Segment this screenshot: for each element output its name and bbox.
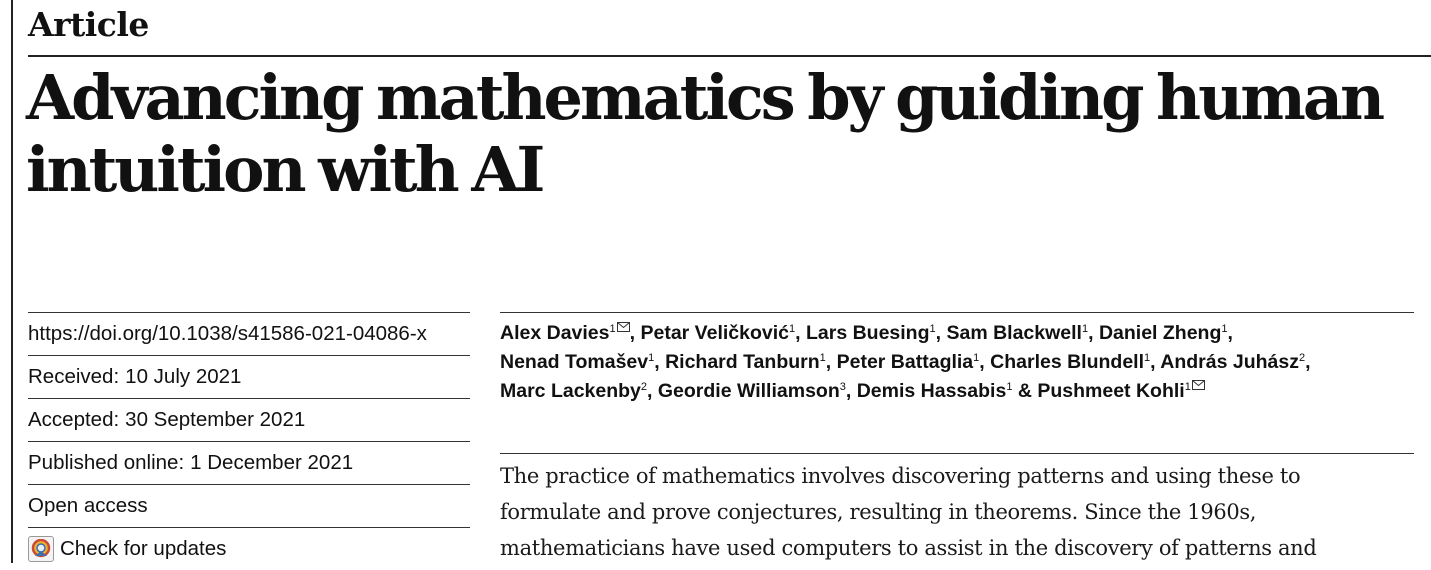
author-separator: & xyxy=(1012,380,1038,402)
affiliation-marker: 1 xyxy=(609,323,616,335)
accepted-row xyxy=(28,399,470,442)
author-separator: , xyxy=(795,322,806,344)
author-separator: , xyxy=(935,322,947,344)
received-date: 10 July 2021 xyxy=(125,365,242,388)
author-name[interactable] xyxy=(1160,351,1305,373)
doi-row xyxy=(28,313,470,356)
author-name-text: Richard Tanburn xyxy=(665,351,820,373)
author-name-text: Sam Blackwell xyxy=(946,322,1082,344)
affiliation-marker: 2 xyxy=(640,381,648,393)
author-name[interactable] xyxy=(857,380,1013,402)
author-name[interactable] xyxy=(665,351,826,373)
check-updates-row[interactable] xyxy=(28,528,470,570)
author-name-text: Charles Blundell xyxy=(990,351,1145,373)
author-name[interactable] xyxy=(1099,322,1228,344)
author-name[interactable] xyxy=(658,380,846,402)
left-margin-rule xyxy=(11,0,13,563)
published-date: 1 December 2021 xyxy=(190,451,354,474)
author-name-text: Daniel Zheng xyxy=(1098,322,1222,344)
author-separator: , xyxy=(825,351,837,373)
author-name[interactable] xyxy=(946,322,1088,344)
affiliation-marker: 2 xyxy=(1298,352,1306,364)
article-title-line-1: Advancing mathematics by guiding human xyxy=(26,61,1383,134)
received-row xyxy=(28,356,470,399)
author-name[interactable] xyxy=(1037,380,1204,402)
article-metadata xyxy=(28,312,470,570)
abstract-line-3: mathematicians have used computers to assist in the discovery of patterns and xyxy=(500,536,1317,560)
affiliation-marker: 1 xyxy=(1184,381,1191,393)
author-name[interactable] xyxy=(500,351,654,373)
author-name-text: Lars Buesing xyxy=(805,322,930,344)
author-list xyxy=(500,312,1414,406)
author-name-text: Geordie Williamson xyxy=(657,380,840,402)
author-name-text: Demis Hassabis xyxy=(856,380,1007,402)
affiliation-marker: 1 xyxy=(1221,323,1228,335)
author-separator: , xyxy=(1150,351,1161,373)
author-name[interactable] xyxy=(837,351,980,373)
affiliation-marker: 1 xyxy=(973,352,980,364)
author-name-text: András Juhász xyxy=(1160,351,1299,373)
open-access-label: Open access xyxy=(28,494,148,517)
author-name-text: Petar Veličković xyxy=(640,322,789,344)
abstract xyxy=(500,458,1400,566)
email-icon[interactable] xyxy=(1192,380,1205,390)
author-name-text: Pushmeet Kohli xyxy=(1037,380,1185,402)
author-name[interactable] xyxy=(990,351,1150,373)
author-separator: , xyxy=(647,380,658,402)
author-separator: , xyxy=(1088,322,1099,344)
author-name-text: Nenad Tomašev xyxy=(500,351,649,373)
doi-link[interactable]: https://doi.org/10.1038/s41586-021-04086-x xyxy=(28,322,427,345)
affiliation-marker: 1 xyxy=(1006,381,1013,393)
affiliation-marker: 1 xyxy=(929,323,936,335)
open-access-row xyxy=(28,485,470,528)
affiliation-marker: 1 xyxy=(1081,323,1089,335)
email-icon[interactable] xyxy=(617,322,630,332)
published-label: Published online: xyxy=(28,451,185,474)
accepted-label: Accepted: xyxy=(28,408,120,431)
affiliation-marker: 1 xyxy=(789,323,796,335)
article-title xyxy=(26,62,1421,206)
author-name-text: Marc Lackenby xyxy=(500,380,641,402)
check-for-updates-link[interactable]: Check for updates xyxy=(60,537,227,560)
article-type-label: Article xyxy=(28,5,149,44)
author-name[interactable] xyxy=(806,322,936,344)
affiliation-marker: 3 xyxy=(839,381,846,393)
abstract-divider xyxy=(500,453,1414,454)
author-separator: , xyxy=(1227,322,1239,344)
abstract-line-2: formulate and prove conjectures, resulting in theorems. Since the 1960s, xyxy=(500,500,1257,524)
received-label: Received: xyxy=(28,365,120,388)
author-name-text: Alex Davies xyxy=(500,322,610,344)
check-for-updates-icon[interactable] xyxy=(28,536,54,562)
affiliation-marker: 1 xyxy=(819,352,826,364)
author-separator: , xyxy=(1305,351,1316,373)
author-name[interactable] xyxy=(500,322,630,344)
header-divider xyxy=(28,55,1431,57)
author-separator: , xyxy=(654,351,666,373)
affiliation-marker: 1 xyxy=(1144,352,1151,364)
article-title-line-2: intuition with AI xyxy=(26,133,543,206)
author-name-text: Peter Battaglia xyxy=(836,351,974,373)
author-separator: , xyxy=(979,351,991,373)
affiliation-marker: 1 xyxy=(648,352,655,364)
author-separator: , xyxy=(845,380,857,402)
author-name[interactable] xyxy=(500,380,647,402)
author-separator: , xyxy=(629,322,641,344)
author-name[interactable] xyxy=(640,322,795,344)
accepted-date: 30 September 2021 xyxy=(125,408,306,431)
abstract-line-1: The practice of mathematics involves discovering patterns and using these to xyxy=(500,464,1301,488)
published-row xyxy=(28,442,470,485)
